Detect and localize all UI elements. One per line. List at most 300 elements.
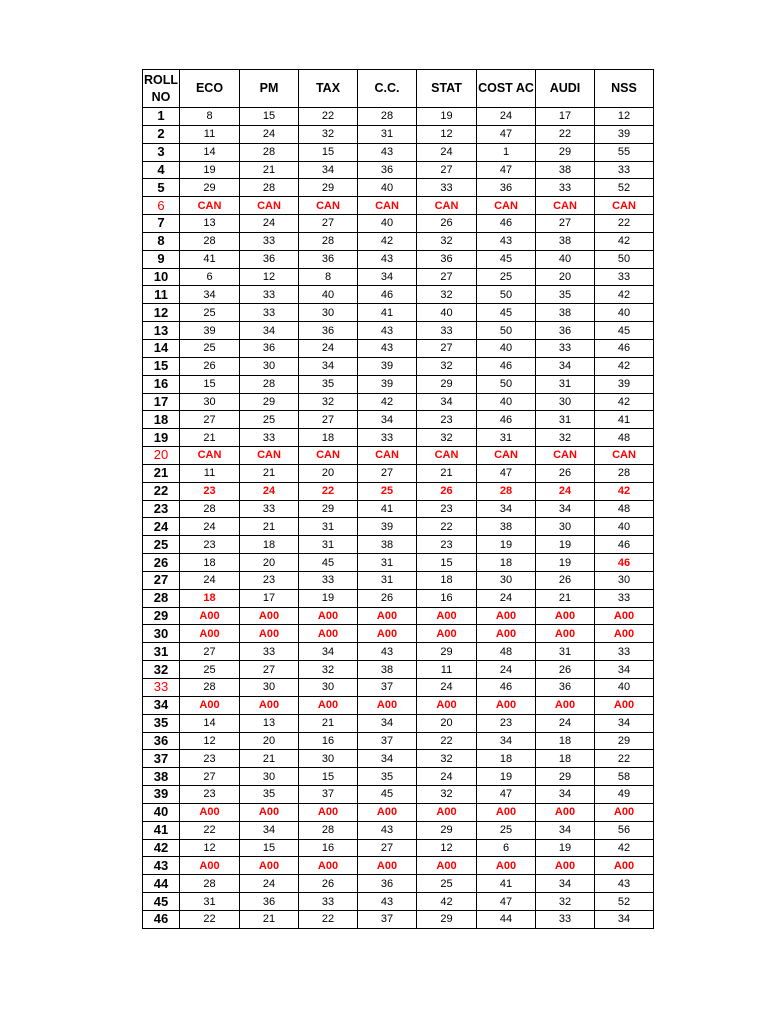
- table-row: [143, 875, 654, 893]
- mark-cell: A00: [417, 625, 477, 643]
- mark-cell: 31: [536, 643, 595, 661]
- table-row: [143, 839, 654, 857]
- mark-cell: 21: [240, 910, 299, 928]
- mark-cell: 43: [358, 250, 417, 268]
- mark-cell: 13: [180, 215, 240, 233]
- mark-cell: 38: [536, 304, 595, 322]
- mark-cell: 22: [180, 821, 240, 839]
- mark-cell: 23: [417, 536, 477, 554]
- roll-number-cell: 1: [143, 108, 180, 126]
- mark-cell: 28: [180, 679, 240, 697]
- mark-cell: 35: [240, 786, 299, 804]
- mark-cell: A00: [536, 696, 595, 714]
- mark-cell: 19: [536, 536, 595, 554]
- mark-cell: A00: [595, 607, 654, 625]
- mark-cell: 34: [536, 357, 595, 375]
- mark-cell: 23: [240, 571, 299, 589]
- mark-cell: 46: [595, 536, 654, 554]
- mark-cell: A00: [299, 607, 358, 625]
- mark-cell: 18: [180, 554, 240, 572]
- mark-cell: 46: [477, 411, 536, 429]
- mark-cell: 33: [536, 339, 595, 357]
- mark-cell: 29: [595, 732, 654, 750]
- roll-number-cell: 14: [143, 339, 180, 357]
- mark-cell: 38: [536, 161, 595, 179]
- mark-cell: 26: [536, 464, 595, 482]
- mark-cell: A00: [240, 696, 299, 714]
- table-row: [143, 786, 654, 804]
- mark-cell: A00: [240, 803, 299, 821]
- header-roll-no: ROLL NO: [143, 70, 180, 108]
- mark-cell: CAN: [240, 197, 299, 215]
- mark-cell: 43: [358, 893, 417, 911]
- mark-cell: 34: [536, 821, 595, 839]
- roll-number-cell: 3: [143, 143, 180, 161]
- mark-cell: 39: [595, 375, 654, 393]
- roll-number-cell: 5: [143, 179, 180, 197]
- mark-cell: 28: [358, 108, 417, 126]
- mark-cell: 38: [536, 232, 595, 250]
- mark-cell: 19: [536, 554, 595, 572]
- mark-cell: 8: [180, 108, 240, 126]
- mark-cell: 32: [417, 286, 477, 304]
- mark-cell: 43: [358, 143, 417, 161]
- mark-cell: 25: [417, 875, 477, 893]
- mark-cell: A00: [358, 607, 417, 625]
- mark-cell: 22: [595, 750, 654, 768]
- mark-cell: 34: [299, 643, 358, 661]
- mark-cell: 32: [417, 750, 477, 768]
- mark-cell: 25: [240, 411, 299, 429]
- mark-cell: CAN: [240, 447, 299, 465]
- mark-cell: 47: [477, 464, 536, 482]
- mark-cell: 23: [180, 750, 240, 768]
- mark-cell: 34: [240, 821, 299, 839]
- mark-cell: 39: [595, 125, 654, 143]
- mark-cell: 11: [417, 661, 477, 679]
- mark-cell: 19: [477, 536, 536, 554]
- roll-number-cell: 12: [143, 304, 180, 322]
- roll-number-cell: 13: [143, 322, 180, 340]
- mark-cell: 24: [477, 589, 536, 607]
- table-row: [143, 464, 654, 482]
- mark-cell: 29: [299, 500, 358, 518]
- mark-cell: 40: [417, 304, 477, 322]
- mark-cell: 35: [358, 768, 417, 786]
- mark-cell: 25: [180, 339, 240, 357]
- mark-cell: 46: [477, 357, 536, 375]
- mark-cell: 31: [358, 125, 417, 143]
- mark-cell: 41: [595, 411, 654, 429]
- mark-cell: A00: [358, 696, 417, 714]
- mark-cell: 22: [299, 910, 358, 928]
- mark-cell: 13: [240, 714, 299, 732]
- roll-number-cell: 17: [143, 393, 180, 411]
- table-row: [143, 536, 654, 554]
- mark-cell: 24: [417, 679, 477, 697]
- header-cost-ac: COST AC: [477, 70, 536, 108]
- roll-number-cell: 30: [143, 625, 180, 643]
- mark-cell: 43: [358, 643, 417, 661]
- roll-number-cell: 4: [143, 161, 180, 179]
- header-nss: NSS: [595, 70, 654, 108]
- mark-cell: 37: [358, 910, 417, 928]
- roll-number-cell: 38: [143, 768, 180, 786]
- mark-cell: 34: [358, 714, 417, 732]
- mark-cell: 23: [417, 411, 477, 429]
- mark-cell: 22: [595, 215, 654, 233]
- mark-cell: CAN: [358, 447, 417, 465]
- roll-number-cell: 9: [143, 250, 180, 268]
- mark-cell: 23: [180, 536, 240, 554]
- mark-cell: 25: [180, 304, 240, 322]
- mark-cell: 32: [417, 786, 477, 804]
- mark-cell: 34: [595, 910, 654, 928]
- mark-cell: 41: [358, 304, 417, 322]
- mark-cell: 27: [417, 339, 477, 357]
- mark-cell: 22: [417, 732, 477, 750]
- mark-cell: A00: [595, 696, 654, 714]
- mark-cell: 47: [477, 161, 536, 179]
- mark-cell: 21: [240, 518, 299, 536]
- mark-cell: CAN: [299, 447, 358, 465]
- mark-cell: 42: [595, 482, 654, 500]
- mark-cell: 48: [477, 643, 536, 661]
- roll-number-cell: 20: [143, 447, 180, 465]
- roll-number-cell: 44: [143, 875, 180, 893]
- mark-cell: 30: [595, 571, 654, 589]
- mark-cell: CAN: [180, 447, 240, 465]
- mark-cell: A00: [477, 857, 536, 875]
- mark-cell: 34: [595, 661, 654, 679]
- mark-cell: 31: [536, 411, 595, 429]
- mark-cell: 34: [417, 393, 477, 411]
- mark-cell: 28: [299, 232, 358, 250]
- roll-number-cell: 26: [143, 554, 180, 572]
- mark-cell: 34: [536, 500, 595, 518]
- table-row: [143, 714, 654, 732]
- mark-cell: 27: [417, 161, 477, 179]
- mark-cell: 22: [536, 125, 595, 143]
- mark-cell: 52: [595, 179, 654, 197]
- mark-cell: 21: [417, 464, 477, 482]
- mark-cell: 41: [180, 250, 240, 268]
- mark-cell: 40: [299, 286, 358, 304]
- mark-cell: 28: [180, 875, 240, 893]
- roll-number-cell: 37: [143, 750, 180, 768]
- mark-cell: A00: [477, 803, 536, 821]
- mark-cell: 14: [180, 143, 240, 161]
- mark-cell: 42: [358, 393, 417, 411]
- table-row: [143, 768, 654, 786]
- mark-cell: 31: [477, 429, 536, 447]
- mark-cell: 30: [240, 357, 299, 375]
- roll-number-cell: 46: [143, 910, 180, 928]
- mark-cell: 40: [358, 179, 417, 197]
- table-row: [143, 411, 654, 429]
- table-row: [143, 518, 654, 536]
- mark-cell: 12: [180, 839, 240, 857]
- mark-cell: 34: [180, 286, 240, 304]
- mark-cell: 33: [240, 643, 299, 661]
- table-row: [143, 375, 654, 393]
- mark-cell: 18: [180, 589, 240, 607]
- mark-cell: 24: [477, 661, 536, 679]
- mark-cell: 39: [180, 322, 240, 340]
- roll-number-cell: 21: [143, 464, 180, 482]
- mark-cell: A00: [358, 625, 417, 643]
- mark-cell: 32: [536, 429, 595, 447]
- mark-cell: 24: [417, 143, 477, 161]
- mark-cell: 36: [299, 250, 358, 268]
- mark-cell: 24: [477, 108, 536, 126]
- mark-cell: 33: [240, 429, 299, 447]
- mark-cell: 50: [595, 250, 654, 268]
- mark-cell: CAN: [536, 197, 595, 215]
- mark-cell: 37: [299, 786, 358, 804]
- mark-cell: 15: [240, 108, 299, 126]
- mark-cell: 38: [358, 536, 417, 554]
- table-row: [143, 232, 654, 250]
- table-row: [143, 447, 654, 465]
- mark-cell: CAN: [417, 197, 477, 215]
- mark-cell: 31: [180, 893, 240, 911]
- mark-cell: A00: [180, 803, 240, 821]
- table-row: [143, 161, 654, 179]
- mark-cell: 1: [477, 143, 536, 161]
- header-tax: TAX: [299, 70, 358, 108]
- mark-cell: 34: [358, 268, 417, 286]
- mark-cell: 45: [358, 786, 417, 804]
- mark-cell: 12: [417, 839, 477, 857]
- mark-cell: A00: [299, 803, 358, 821]
- mark-cell: A00: [240, 857, 299, 875]
- mark-cell: 44: [477, 910, 536, 928]
- mark-cell: 39: [358, 375, 417, 393]
- table-row: [143, 857, 654, 875]
- header-eco: ECO: [180, 70, 240, 108]
- mark-cell: 20: [536, 268, 595, 286]
- table-row: [143, 625, 654, 643]
- table-row: [143, 571, 654, 589]
- mark-cell: CAN: [477, 197, 536, 215]
- mark-cell: 56: [595, 821, 654, 839]
- mark-cell: 26: [417, 482, 477, 500]
- mark-cell: 36: [240, 893, 299, 911]
- table-row: [143, 482, 654, 500]
- mark-cell: 30: [299, 304, 358, 322]
- mark-cell: 15: [180, 375, 240, 393]
- mark-cell: 16: [417, 589, 477, 607]
- mark-cell: 58: [595, 768, 654, 786]
- mark-cell: 36: [477, 179, 536, 197]
- mark-cell: 43: [358, 339, 417, 357]
- mark-cell: 40: [595, 679, 654, 697]
- mark-cell: 18: [417, 571, 477, 589]
- roll-number-cell: 28: [143, 589, 180, 607]
- mark-cell: A00: [358, 857, 417, 875]
- mark-cell: 27: [417, 268, 477, 286]
- mark-cell: 40: [595, 518, 654, 536]
- mark-cell: 26: [358, 589, 417, 607]
- mark-cell: 33: [417, 322, 477, 340]
- mark-cell: 34: [240, 322, 299, 340]
- mark-cell: 31: [358, 554, 417, 572]
- mark-cell: 42: [595, 357, 654, 375]
- mark-cell: 33: [240, 304, 299, 322]
- roll-number-cell: 2: [143, 125, 180, 143]
- table-row: [143, 910, 654, 928]
- mark-cell: 34: [358, 411, 417, 429]
- roll-number-cell: 36: [143, 732, 180, 750]
- mark-cell: 40: [358, 215, 417, 233]
- mark-cell: 36: [417, 250, 477, 268]
- mark-cell: 24: [240, 482, 299, 500]
- mark-cell: A00: [477, 696, 536, 714]
- mark-cell: 29: [417, 643, 477, 661]
- mark-cell: 41: [477, 875, 536, 893]
- mark-cell: A00: [417, 696, 477, 714]
- mark-cell: CAN: [180, 197, 240, 215]
- table-row: [143, 429, 654, 447]
- mark-cell: A00: [536, 803, 595, 821]
- mark-cell: 21: [240, 750, 299, 768]
- mark-cell: 25: [477, 821, 536, 839]
- mark-cell: 29: [536, 143, 595, 161]
- mark-cell: 19: [536, 839, 595, 857]
- mark-cell: 11: [180, 125, 240, 143]
- mark-cell: 17: [536, 108, 595, 126]
- mark-cell: 35: [299, 375, 358, 393]
- mark-cell: 30: [299, 750, 358, 768]
- mark-cell: 6: [180, 268, 240, 286]
- mark-cell: 36: [358, 875, 417, 893]
- mark-cell: 33: [595, 643, 654, 661]
- roll-number-cell: 16: [143, 375, 180, 393]
- mark-cell: 14: [180, 714, 240, 732]
- mark-cell: 18: [240, 536, 299, 554]
- roll-number-cell: 10: [143, 268, 180, 286]
- mark-cell: 18: [299, 429, 358, 447]
- mark-cell: 36: [536, 322, 595, 340]
- mark-cell: CAN: [358, 197, 417, 215]
- table-row: [143, 179, 654, 197]
- table-row: [143, 125, 654, 143]
- roll-number-cell: 45: [143, 893, 180, 911]
- mark-cell: 35: [536, 286, 595, 304]
- table-row: [143, 679, 654, 697]
- table-row: [143, 268, 654, 286]
- mark-cell: 50: [477, 286, 536, 304]
- mark-cell: 34: [595, 714, 654, 732]
- mark-cell: 46: [595, 554, 654, 572]
- mark-cell: 24: [417, 768, 477, 786]
- mark-cell: 27: [358, 839, 417, 857]
- mark-cell: 19: [417, 108, 477, 126]
- roll-number-cell: 27: [143, 571, 180, 589]
- mark-cell: 32: [299, 393, 358, 411]
- mark-cell: 33: [536, 910, 595, 928]
- roll-number-cell: 7: [143, 215, 180, 233]
- mark-cell: 34: [536, 875, 595, 893]
- mark-cell: 42: [595, 839, 654, 857]
- mark-cell: 30: [180, 393, 240, 411]
- table-row: [143, 250, 654, 268]
- mark-cell: A00: [240, 625, 299, 643]
- roll-number-cell: 6: [143, 197, 180, 215]
- mark-cell: 39: [358, 518, 417, 536]
- header-row: [143, 70, 654, 108]
- table-row: [143, 821, 654, 839]
- mark-cell: 29: [417, 821, 477, 839]
- mark-cell: A00: [180, 696, 240, 714]
- mark-cell: 23: [477, 714, 536, 732]
- mark-cell: 24: [299, 339, 358, 357]
- mark-cell: 43: [358, 821, 417, 839]
- roll-number-cell: 33: [143, 679, 180, 697]
- mark-cell: A00: [595, 803, 654, 821]
- mark-cell: 24: [180, 571, 240, 589]
- mark-cell: 12: [417, 125, 477, 143]
- mark-cell: 18: [477, 554, 536, 572]
- header-audi: AUDI: [536, 70, 595, 108]
- mark-cell: 24: [536, 482, 595, 500]
- mark-cell: A00: [299, 625, 358, 643]
- mark-cell: 15: [299, 143, 358, 161]
- mark-cell: 33: [299, 571, 358, 589]
- roll-number-cell: 42: [143, 839, 180, 857]
- table-header: [143, 70, 654, 108]
- mark-cell: 34: [536, 786, 595, 804]
- mark-cell: 16: [299, 839, 358, 857]
- table-row: [143, 322, 654, 340]
- mark-cell: 24: [240, 215, 299, 233]
- mark-cell: 33: [595, 161, 654, 179]
- mark-cell: 25: [180, 661, 240, 679]
- mark-cell: 28: [477, 482, 536, 500]
- table-row: [143, 500, 654, 518]
- mark-cell: 15: [299, 768, 358, 786]
- mark-cell: 30: [240, 768, 299, 786]
- mark-cell: 21: [180, 429, 240, 447]
- mark-cell: 21: [240, 161, 299, 179]
- mark-cell: 30: [240, 679, 299, 697]
- roll-number-cell: 39: [143, 786, 180, 804]
- mark-cell: 15: [240, 839, 299, 857]
- mark-cell: 26: [536, 571, 595, 589]
- mark-cell: 50: [477, 322, 536, 340]
- header-pm: PM: [240, 70, 299, 108]
- mark-cell: 18: [536, 750, 595, 768]
- mark-cell: 25: [358, 482, 417, 500]
- mark-cell: 30: [536, 393, 595, 411]
- mark-cell: 34: [477, 500, 536, 518]
- mark-cell: 33: [240, 286, 299, 304]
- marks-table: [142, 69, 654, 929]
- table-row: [143, 286, 654, 304]
- mark-cell: 38: [358, 661, 417, 679]
- mark-cell: 34: [299, 357, 358, 375]
- mark-cell: 46: [477, 215, 536, 233]
- mark-cell: 32: [417, 429, 477, 447]
- mark-cell: 43: [358, 322, 417, 340]
- mark-cell: A00: [299, 696, 358, 714]
- mark-cell: 52: [595, 893, 654, 911]
- mark-cell: 40: [595, 304, 654, 322]
- mark-cell: A00: [417, 607, 477, 625]
- mark-cell: 22: [299, 482, 358, 500]
- mark-cell: 28: [240, 375, 299, 393]
